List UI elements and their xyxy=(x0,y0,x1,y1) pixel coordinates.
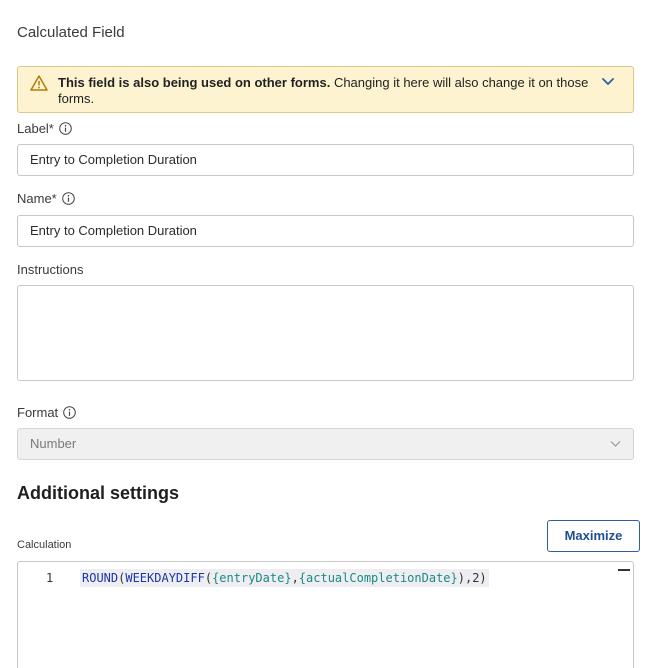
info-icon[interactable] xyxy=(63,406,76,419)
code-function: WEEKDAYDIFF xyxy=(125,571,205,585)
editor-scrollbar[interactable] xyxy=(618,569,630,571)
additional-settings-title: Additional settings xyxy=(17,483,179,503)
name-input[interactable]: Entry to Completion Duration xyxy=(17,215,634,247)
chevron-down-icon[interactable] xyxy=(601,77,615,87)
warning-triangle-icon xyxy=(30,75,48,91)
name-field-label xyxy=(17,191,75,206)
code-variable: {entryDate} xyxy=(212,571,292,585)
line-number: 1 xyxy=(46,571,54,585)
info-icon[interactable] xyxy=(62,192,75,205)
instructions-label xyxy=(17,262,83,277)
code-line[interactable] xyxy=(80,569,489,587)
code-punctuation: , xyxy=(291,571,299,585)
code-punctuation: ( xyxy=(118,571,126,585)
info-icon[interactable] xyxy=(59,122,72,135)
shared-field-warning xyxy=(17,66,634,113)
code-function: ROUND xyxy=(82,571,119,585)
instructions-label-text: Instructions xyxy=(17,262,84,277)
warning-message xyxy=(58,75,593,107)
code-variable: {actualCompletionDate} xyxy=(298,571,458,585)
chevron-down-icon xyxy=(610,440,621,448)
calculation-editor[interactable] xyxy=(17,561,634,668)
warning-bold-text: This field is also being used on other forms. xyxy=(58,75,331,90)
calculation-label: Calculation xyxy=(17,539,72,551)
format-label xyxy=(17,405,76,420)
label-input[interactable]: Entry to Completion Duration xyxy=(17,144,634,176)
label-field-label-text: Label* xyxy=(17,121,54,136)
format-select[interactable] xyxy=(17,428,634,460)
warning-detail-text: Changing it here will also change it on those forms. xyxy=(58,75,589,106)
maximize-button[interactable]: Maximize xyxy=(547,520,640,552)
format-label-text: Format xyxy=(17,405,59,420)
panel-title: Calculated Field xyxy=(17,24,125,41)
name-field-label-text: Name* xyxy=(17,191,57,206)
label-field-label xyxy=(17,121,72,136)
instructions-textarea[interactable] xyxy=(17,285,634,381)
code-punctuation: ),2) xyxy=(457,571,487,585)
code-punctuation: ( xyxy=(204,571,213,585)
format-selected-value: Number xyxy=(30,436,77,451)
